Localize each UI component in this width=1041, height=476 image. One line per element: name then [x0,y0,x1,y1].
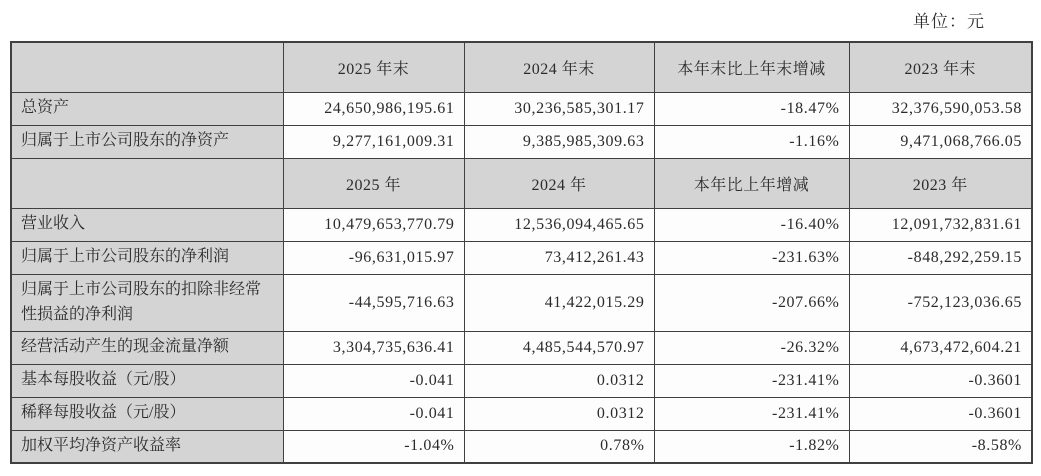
column-header-2025-yearend: 2025 年末 [283,42,464,92]
value-cell: 12,091,732,831.61 [849,208,1032,241]
change-cell: -207.66% [654,274,849,331]
row-label: 基本每股收益（元/股） [11,364,283,397]
value-cell: 4,673,472,604.21 [849,331,1032,364]
value-cell: -96,631,015.97 [283,241,464,274]
key-financials-table [10,41,1033,464]
table-row-weighted-avg-roe [11,430,1032,463]
row-label: 总资产 [11,92,283,125]
table-row-revenue [11,208,1032,241]
value-cell: 9,385,985,309.63 [464,125,654,158]
value-cell: -0.041 [283,364,464,397]
table-row-operating-cash-flow [11,331,1032,364]
column-header-2025: 2025 年 [283,158,464,208]
value-cell: -752,123,036.65 [849,274,1032,331]
value-cell: -848,292,259.15 [849,241,1032,274]
change-cell: -231.63% [654,241,849,274]
value-cell: 0.0312 [464,364,654,397]
change-cell: -231.41% [654,397,849,430]
column-header-2023: 2023 年 [849,158,1032,208]
column-header-2024: 2024 年 [464,158,654,208]
value-cell: -1.04% [283,430,464,463]
change-cell: -1.82% [654,430,849,463]
value-cell: 30,236,585,301.17 [464,92,654,125]
value-cell: 4,485,544,570.97 [464,331,654,364]
column-header-annual-change: 本年比上年增减 [654,158,849,208]
change-cell: -18.47% [654,92,849,125]
change-cell: -26.32% [654,331,849,364]
change-cell: -16.40% [654,208,849,241]
table-header-row-annual [11,158,1032,208]
row-label: 营业收入 [11,208,283,241]
blank-corner-cell [11,42,283,92]
table-row-diluted-eps [11,397,1032,430]
value-cell: -0.3601 [849,397,1032,430]
value-cell: 0.78% [464,430,654,463]
table-row-net-assets [11,125,1032,158]
value-cell: 0.0312 [464,397,654,430]
value-cell: 41,422,015.29 [464,274,654,331]
value-cell: -44,595,716.63 [283,274,464,331]
value-cell: 12,536,094,465.65 [464,208,654,241]
value-cell: 9,471,068,766.05 [849,125,1032,158]
value-cell: 3,304,735,636.41 [283,331,464,364]
unit-label: 单位：元 [913,12,985,31]
blank-corner-cell [11,158,283,208]
table-row-net-profit [11,241,1032,274]
value-cell: -0.041 [283,397,464,430]
column-header-2024-yearend: 2024 年末 [464,42,654,92]
value-cell: 9,277,161,009.31 [283,125,464,158]
row-label: 加权平均净资产收益率 [11,430,283,463]
table-header-row-yearend [11,42,1032,92]
column-header-2023-yearend: 2023 年末 [849,42,1032,92]
value-cell: 10,479,653,770.79 [283,208,464,241]
value-cell: 73,412,261.43 [464,241,654,274]
table-row-basic-eps [11,364,1032,397]
change-cell: -1.16% [654,125,849,158]
row-label: 归属于上市公司股东的扣除非经常性损益的净利润 [11,274,283,331]
change-cell: -231.41% [654,364,849,397]
column-header-yearend-change: 本年末比上年末增减 [654,42,849,92]
row-label: 稀释每股收益（元/股） [11,397,283,430]
table-row-net-profit-excl-nonrecurring [11,274,1032,331]
row-label: 归属于上市公司股东的净资产 [11,125,283,158]
value-cell: -0.3601 [849,364,1032,397]
value-cell: 32,376,590,053.58 [849,92,1032,125]
row-label: 归属于上市公司股东的净利润 [11,241,283,274]
value-cell: 24,650,986,195.61 [283,92,464,125]
table-row-total-assets [11,92,1032,125]
value-cell: -8.58% [849,430,1032,463]
row-label: 经营活动产生的现金流量净额 [11,331,283,364]
